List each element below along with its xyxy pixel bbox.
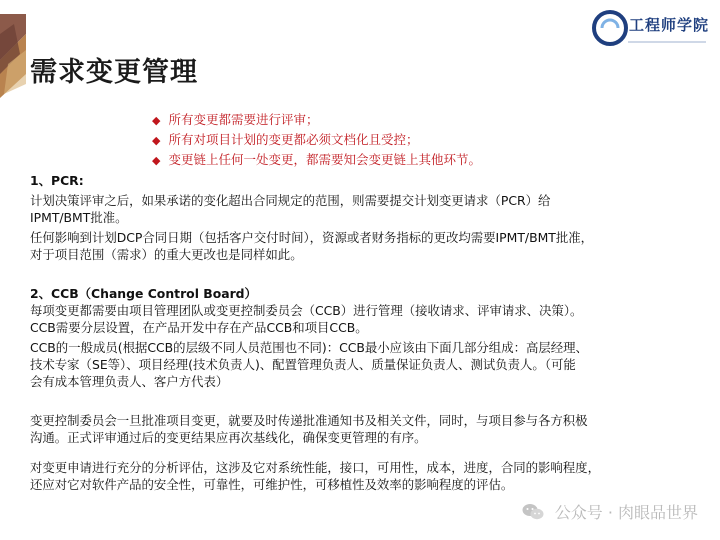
paragraph-line: 沟通。正式评审通过后的变更结果应再次基线化，确保变更管理的有序。 (30, 430, 427, 445)
list-item: ◆ 所有变更都需要进行评审； (152, 112, 319, 127)
paragraph-line: 计划决策评审之后，如果承诺的变化超出合同规定的范围，则需要提交计划变更请求（PCR）给 (30, 193, 551, 208)
watermark-text: 公众号 · 肉眼品世界 (554, 503, 698, 522)
paragraph-line: 还应对它对软件产品的安全性，可靠性，可维护性，可移植性及效率的影响程度的评估。 (30, 477, 514, 492)
diamond-bullet-icon: ◆ (152, 114, 161, 127)
list-item: ◆ 所有对项目计划的变更都必须文档化且受控； (152, 132, 419, 147)
paragraph-line: 变更控制委员会一旦批准项目变更，就要及时传递批准通知书及相关文件，同时，与项目参与各方积极 (30, 413, 588, 428)
body-content (30, 172, 696, 493)
paragraph-line: 对于项目范围（需求）的重大更改也是同样如此。 (30, 247, 303, 262)
paragraph-line: CCB需要分层设置，在产品开发中存在产品CCB和项目CCB。 (30, 320, 368, 335)
logo-name: 工程师学院 (629, 16, 710, 34)
paragraph-line: 会有成本管理负责人、客户方代表） (30, 374, 229, 389)
diamond-bullet-icon: ◆ (152, 134, 161, 147)
page-title: 需求变更管理 (30, 57, 198, 88)
watermark (522, 500, 698, 523)
paragraph-line: IPMT/BMT批准。 (30, 210, 128, 225)
paragraph-line: 技术专家（SE等）、项目经理(技术负责人)、配置管理负责人、质量保证负责人、测试负责人。（可能 (30, 357, 576, 372)
list-item: ◆ 变更链上任何一处变更，都需要知会变更链上其他环节。 (152, 152, 481, 167)
paragraph-line: 每项变更都需要由项目管理团队或变更控制委员会（CCB）进行管理（接收请求、评审请求、决策）。 (30, 303, 583, 318)
diamond-bullet-icon: ◆ (152, 154, 161, 167)
paragraph-line: 任何影响到计划DCP合同日期（包括客户交付时间），资源或者财务指标的更改均需要IPMT/BMT批准， (30, 230, 594, 245)
section-heading-ccb: 2、CCB（Change Control Board） (30, 286, 257, 301)
corner-decoration (0, 14, 26, 98)
wechat-icon (522, 503, 544, 521)
paragraph-line: 对变更申请进行充分的分析评估，这涉及它对系统性能，接口，可用性，成本，进度，合同的影响程度， (30, 460, 600, 475)
paragraph-line: CCB的一般成员(根据CCB的层级不同人员范围也不同)：CCB最小应该由下面几部分组成：高层经理、 (30, 340, 588, 355)
key-points-list (152, 110, 481, 170)
section-heading-pcr: 1、PCR: (30, 173, 84, 188)
